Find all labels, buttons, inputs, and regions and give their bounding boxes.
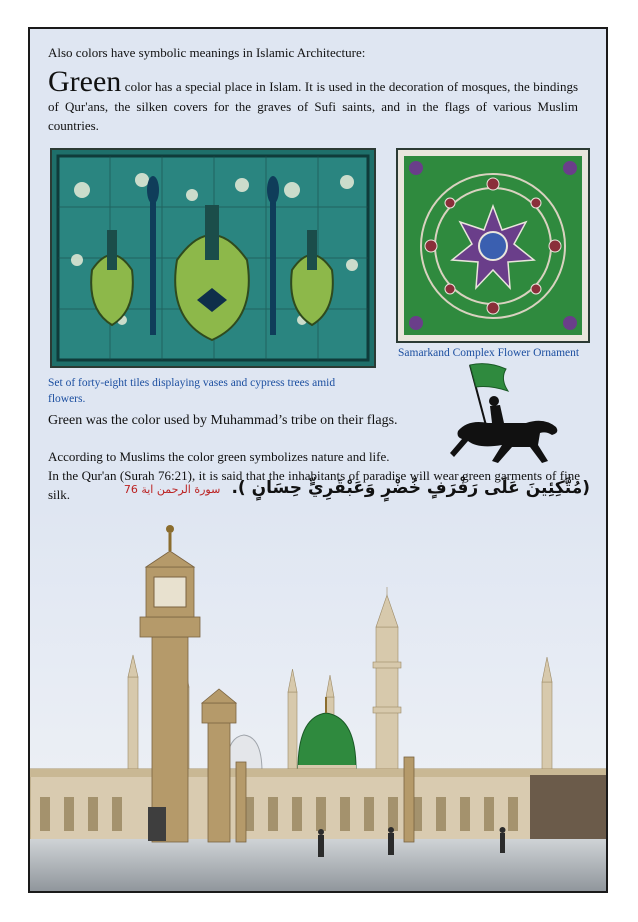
intro-line: Also colors have symbolic meanings in Islamic Architecture: [48,45,366,60]
symbol-line-2: In the Qur'an (Surah 76:21), it is said that the inhabitants of paradise will wear green garments of fine silk. [48,468,580,502]
tiles-caption: Set of forty-eight tiles displaying vases and cypress trees amid flowers. [48,377,336,405]
green-heading: Green [48,65,122,98]
mosque-photo [30,507,606,893]
tiles-illustration [52,150,374,366]
symbol-line-1: According to Muslims the color green symbolizes nature and life. [48,449,390,464]
arabic-reference: سورة الرحمن اية 76 [123,483,221,496]
tribe-line: Green was the color used by Muhammad’s tribe on their flags. [48,413,398,428]
ornament-image [396,148,590,343]
tiles-image [50,148,376,368]
ornament-caption: Samarkand Complex Flower Ornament [398,347,580,359]
page-frame [28,27,608,893]
green-paragraph [48,67,578,135]
arabic-verse: (مُتَّكِئِينَ عَلَى رَفْرَفٍ خُضْرٍ وَعَبْقَرِيٍّ حِسَانٍ ). [231,478,590,498]
ornament-illustration [398,150,588,341]
mosque-illustration [30,507,606,893]
green-text: color has a special place in Islam. It is used in the decoration of mosques, the bindings of Qur'ans, the silken covers for the graves of Sufi saints, and in the flags of various Muslim countries. [48,79,578,133]
